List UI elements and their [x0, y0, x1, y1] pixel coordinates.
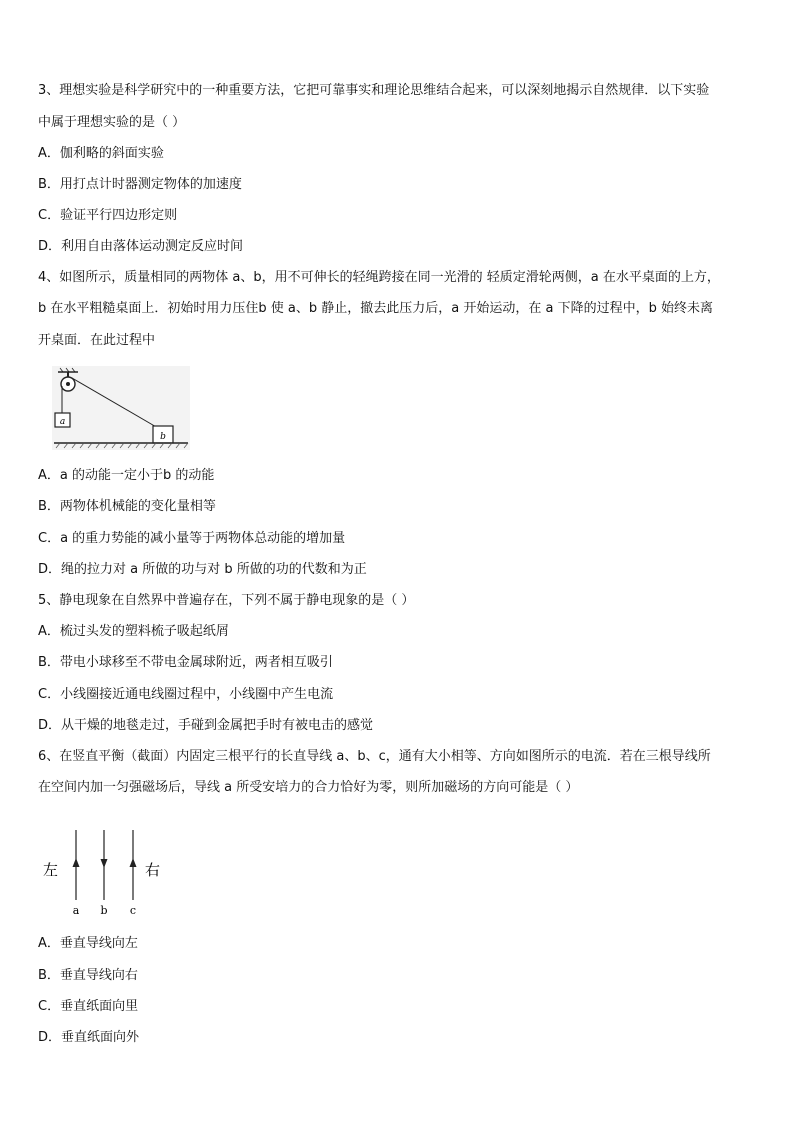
q6-option-c: C．垂直纸面向里 — [38, 999, 139, 1014]
q6-stem-line2: 在空间内加一匀强磁场后，导线 a 所受安培力的合力恰好为零，则所加磁场的方向可能是（ ） — [38, 780, 579, 795]
q5-option-a: A．梳过头发的塑料梳子吸起纸屑 — [38, 624, 229, 639]
block-b-label: b — [160, 432, 166, 442]
q4-option-b: B．两物体机械能的变化量相等 — [38, 499, 216, 514]
q3-stem-line1: 3、理想实验是科学研究中的一种重要方法，它把可靠事实和理论思维结合起来，可以深刻地揭示自然规律．以下实验 — [38, 83, 710, 98]
q4-option-c: C．a 的重力势能的减小量等于两物体总动能的增加量 — [38, 531, 346, 546]
pulley-diagram — [52, 366, 190, 450]
arrow-up-icon — [130, 858, 137, 867]
q5-option-d: D．从干燥的地毯走过，手碰到金属把手时有被电击的感觉 — [38, 718, 374, 733]
q6-option-b: B．垂直导线向右 — [38, 968, 138, 983]
q6-option-d: D．垂直纸面向外 — [38, 1030, 140, 1045]
q5-stem: 5、静电现象在自然界中普遍存在，下列不属于静电现象的是（ ） — [38, 593, 415, 608]
q3-option-c: C．验证平行四边形定则 — [38, 208, 178, 223]
wires-diagram — [38, 820, 178, 920]
q4-option-a: A．a 的动能一定小于b 的动能 — [38, 468, 215, 483]
q3-stem-line2: 中属于理想实验的是（ ） — [38, 115, 186, 130]
q5-option-c: C．小线圈接近通电线圈过程中，小线圈中产生电流 — [38, 687, 334, 702]
q4-stem-line1: 4、如图所示，质量相同的两物体 a、b，用不可伸长的轻绳跨接在同一光滑的 轻质定滑轮两侧，a 在水平桌面的上方， — [38, 270, 720, 285]
right-label: 右 — [145, 861, 161, 879]
left-label: 左 — [43, 861, 59, 879]
q3-option-a: A．伽利略的斜面实验 — [38, 146, 164, 161]
q4-stem-line3: 开桌面．在此过程中 — [38, 333, 156, 348]
wire-a-label: a — [72, 904, 80, 917]
q4-option-d: D．绳的拉力对 a 所做的功与对 b 所做的功的代数和为正 — [38, 562, 367, 577]
wire-c-label: c — [129, 904, 137, 917]
q4-stem-line2: b 在水平粗糙桌面上．初始时用力压住b 使 a、b 静止，撤去此压力后，a 开始运动，在 a 下降的过程中，b 始终未离 — [38, 301, 713, 316]
block-a-label: a — [59, 417, 66, 427]
wire-b-label: b — [100, 904, 108, 917]
q6-option-a: A．垂直导线向左 — [38, 936, 138, 951]
q3-option-d: D．利用自由落体运动测定反应时间 — [38, 239, 244, 254]
q6-stem-line1: 6、在竖直平衡（截面）内固定三根平行的长直导线 a、b、c，通有大小相等、方向如图所示的电流．若在三根导线所 — [38, 749, 711, 764]
arrow-down-icon — [101, 859, 108, 868]
q5-option-b: B．带电小球移至不带电金属球附近，两者相互吸引 — [38, 655, 333, 670]
q3-option-b: B．用打点计时器测定物体的加速度 — [38, 177, 242, 192]
arrow-up-icon — [73, 858, 80, 867]
